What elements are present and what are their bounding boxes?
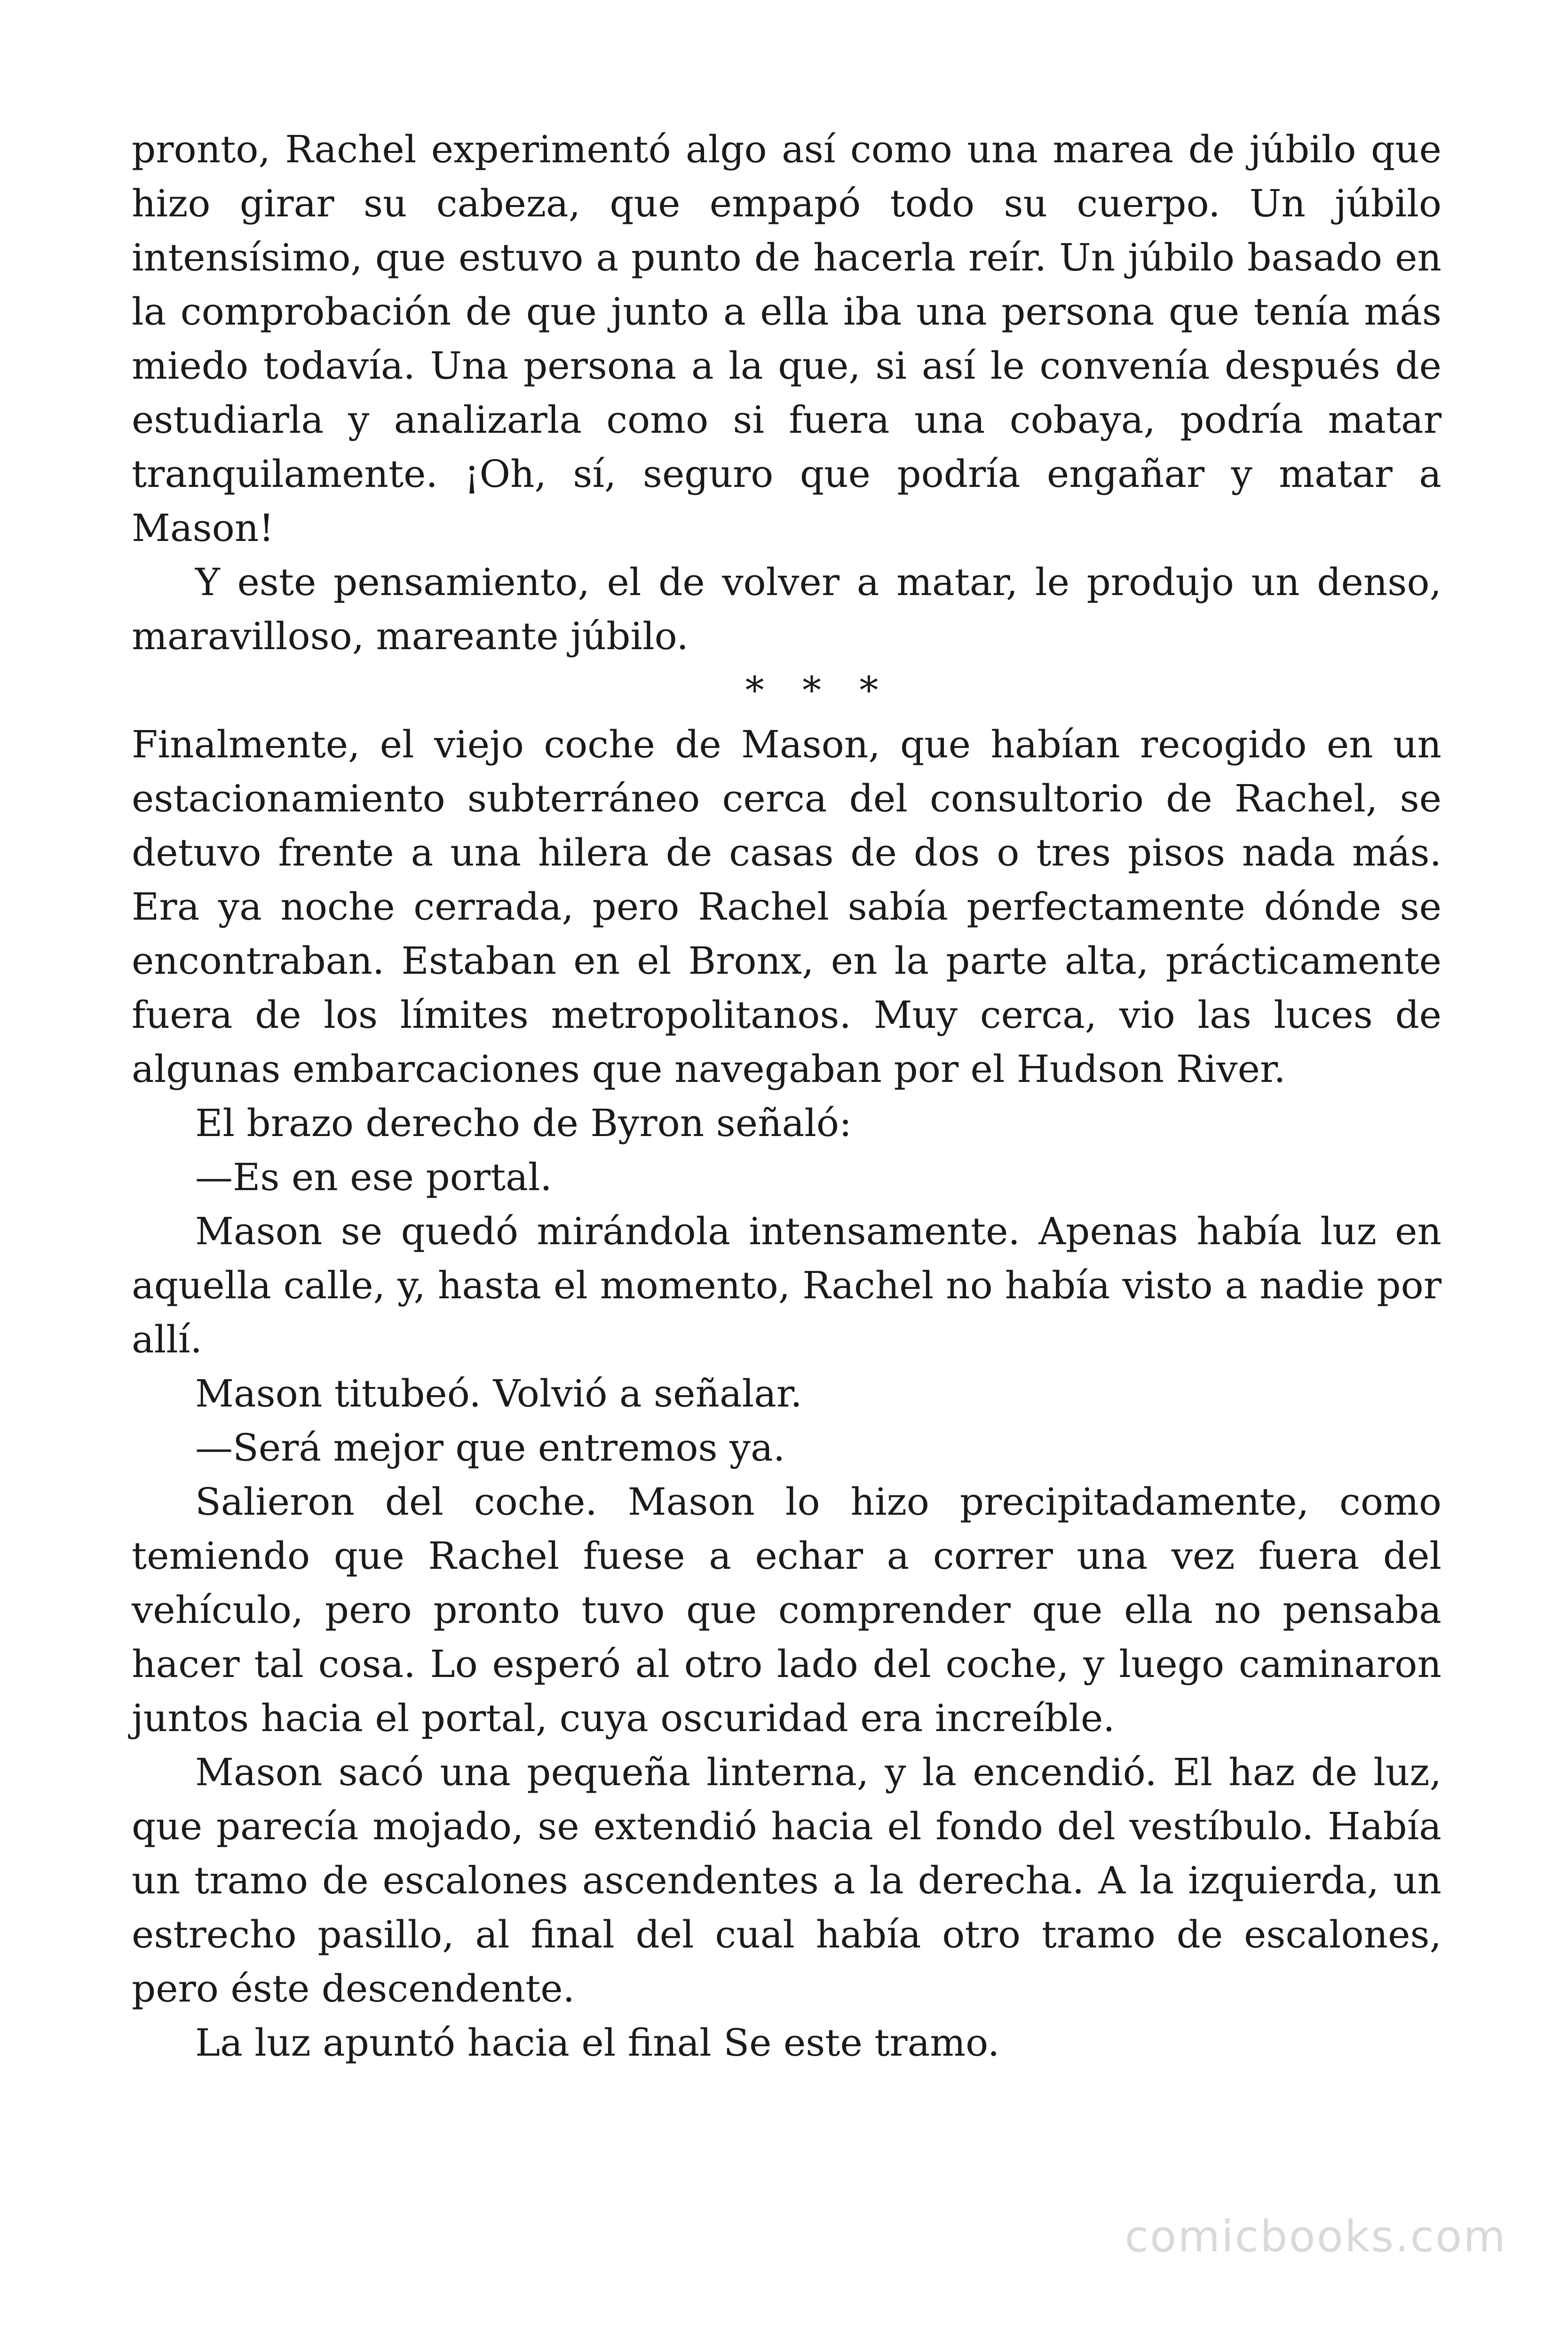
paragraph: Mason se quedó mirándola intensamente. Apenas había luz en aquella calle, y, hasta el momento, Rachel no había visto a nadie por allí. [132, 1209, 1441, 1361]
paragraph: Mason titubeó. Volvió a señalar. [195, 1372, 802, 1415]
book-page [132, 122, 1441, 2070]
paragraph: Y este pensamiento, el de volver a matar, le produjo un denso, maravilloso, mareante júbilo. [132, 560, 1441, 658]
paragraph: Mason sacó una pequeña linterna, y la encendió. El haz de luz, que parecía mojado, se extendió hacia el fondo del vestíbulo. Había un tramo de escalones ascendentes a la derecha. A la izquierda, un estrecho pasillo, al final del cual había otro tramo de escalones, pero éste descendente. [132, 1750, 1441, 2010]
paragraph: El brazo derecho de Byron señaló: [195, 1101, 852, 1145]
paragraph: La luz apuntó hacia el final Se este tramo. [195, 2021, 1000, 2065]
watermark: comicbooks.com [1125, 2211, 1507, 2262]
paragraph: pronto, Rachel experimentó algo así como una marea de júbilo que hizo girar su cabeza, que empapó todo su cuerpo. Un júbilo intensísimo, que estuvo a punto de hacerla reír. Un júbilo basado en la comprobación de que junto a ella iba una persona que tenía más miedo todavía. Una persona a la que, si así le convenía después de estudiarla y analizarla como si fuera una cobaya, podría matar tranquilamente. ¡Oh, sí, seguro que podría engañar y matar a Mason! [132, 127, 1441, 550]
paragraph: Salieron del coche. Mason lo hizo precipitadamente, como temiendo que Rachel fuese a echar a correr una vez fuera del vehículo, pero pronto tuvo que comprender que ella no pensaba hacer tal cosa. Lo esperó al otro lado del coche, y luego caminaron juntos hacia el portal, cuya oscuridad era increíble. [132, 1480, 1441, 1740]
paragraph: Finalmente, el viejo coche de Mason, que habían recogido en un estacionamiento subterráneo cerca del consultorio de Rachel, se detuvo frente a una hilera de casas de dos o tres pisos nada más. Era ya noche cerrada, pero Rachel sabía perfectamente dónde se encontraban. Estaban en el Bronx, en la parte alta, prácticamente fuera de los límites metropolitanos. Muy cerca, vio las luces de algunas embarcaciones que navegaban por el Hudson River. [132, 723, 1441, 1091]
section-separator: * * * [745, 668, 892, 712]
dialogue-line: —Será mejor que entremos ya. [195, 1426, 785, 1470]
dialogue-line: —Es en ese portal. [195, 1155, 552, 1199]
